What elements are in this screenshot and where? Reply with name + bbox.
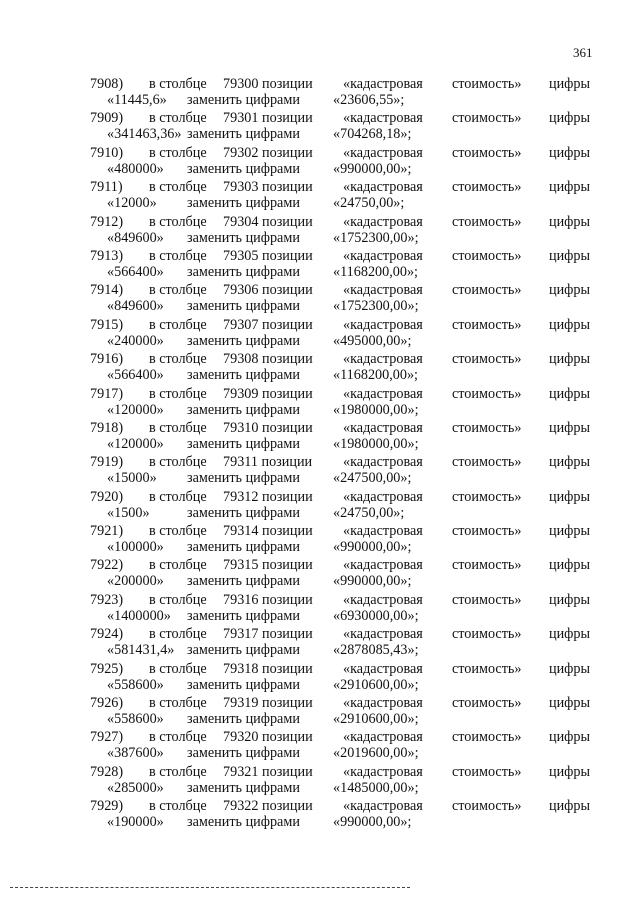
old-value: «387600» [107, 745, 164, 762]
replace-phrase: заменить цифрами [187, 160, 300, 177]
position-ref: 79317 позиции [223, 626, 313, 643]
replace-phrase: заменить цифрами [187, 642, 300, 659]
entry-number: 7915) [90, 316, 124, 333]
replace-phrase: заменить цифрами [187, 779, 300, 796]
digits-word: цифры [549, 523, 591, 540]
field-name-part1: «кадастровая [343, 351, 423, 368]
old-value: «558600» [107, 711, 164, 728]
column-phrase: в столбце [149, 729, 207, 746]
entry-number: 7908) [90, 76, 124, 92]
position-ref: 79309 позиции [223, 385, 313, 402]
old-value: «566400» [107, 263, 164, 280]
field-name-part1: «кадастровая [343, 798, 423, 815]
entry-number: 7924) [90, 626, 124, 643]
new-value: «1168200,00»; [333, 367, 418, 384]
column-phrase: в столбце [149, 626, 207, 643]
column-phrase: в столбце [149, 419, 207, 436]
amendment-entry [0, 386, 640, 420]
digits-word: цифры [549, 488, 591, 505]
new-value: «1168200,00»; [333, 263, 418, 280]
field-name-part2: стоимость» [452, 729, 522, 746]
amendment-entry [0, 110, 640, 144]
position-ref: 79320 позиции [223, 729, 313, 746]
field-name-part1: «кадастровая [343, 144, 423, 161]
old-value: «240000» [107, 332, 164, 349]
old-value: «581431,4» [107, 642, 175, 659]
column-phrase: в столбце [149, 695, 207, 712]
digits-word: цифры [549, 763, 591, 780]
digits-word: цифры [549, 144, 591, 161]
position-ref: 79300 позиции [223, 76, 313, 92]
column-phrase: в столбце [149, 213, 207, 230]
field-name-part1: «кадастровая [343, 729, 423, 746]
new-value: «24750,00»; [333, 195, 405, 212]
field-name-part2: стоимость» [452, 385, 522, 402]
digits-word: цифры [549, 660, 591, 677]
amendment-entry [0, 282, 640, 316]
digits-word: цифры [549, 351, 591, 368]
field-name-part1: «кадастровая [343, 110, 423, 127]
new-value: «2019600,00»; [333, 745, 419, 762]
digits-word: цифры [549, 626, 591, 643]
digits-word: цифры [549, 213, 591, 230]
replace-phrase: заменить цифрами [187, 435, 300, 452]
field-name-part1: «кадастровая [343, 591, 423, 608]
amendment-entry [0, 626, 640, 660]
old-value: «285000» [107, 779, 164, 796]
old-value: «341463,36» [107, 126, 182, 143]
field-name-part2: стоимость» [452, 419, 522, 436]
entry-number: 7919) [90, 454, 124, 471]
replace-phrase: заменить цифрами [187, 573, 300, 590]
replace-phrase: заменить цифрами [187, 539, 300, 556]
digits-word: цифры [549, 247, 591, 264]
amendment-entry [0, 145, 640, 179]
entry-number: 7916) [90, 351, 124, 368]
field-name-part1: «кадастровая [343, 419, 423, 436]
replace-phrase: заменить цифрами [187, 367, 300, 384]
old-value: «566400» [107, 367, 164, 384]
new-value: «2910600,00»; [333, 676, 419, 693]
column-phrase: в столбце [149, 591, 207, 608]
replace-phrase: заменить цифрами [187, 298, 300, 315]
field-name-part2: стоимость» [452, 351, 522, 368]
column-phrase: в столбце [149, 454, 207, 471]
field-name-part2: стоимость» [452, 282, 522, 299]
replace-phrase: заменить цифрами [187, 126, 300, 143]
entry-number: 7926) [90, 695, 124, 712]
column-phrase: в столбце [149, 179, 207, 196]
field-name-part2: стоимость» [452, 454, 522, 471]
old-value: «1500» [107, 504, 150, 521]
amendment-entry [0, 523, 640, 557]
entry-number: 7914) [90, 282, 124, 299]
position-ref: 79321 позиции [223, 763, 313, 780]
position-ref: 79314 позиции [223, 523, 313, 540]
column-phrase: в столбце [149, 76, 207, 92]
digits-word: цифры [549, 419, 591, 436]
new-value: «1485000,00»; [333, 779, 419, 796]
field-name-part2: стоимость» [452, 557, 522, 574]
amendment-entry [0, 420, 640, 454]
column-phrase: в столбце [149, 523, 207, 540]
page-number: 361 [573, 45, 593, 60]
old-value: «120000» [107, 401, 164, 418]
digits-word: цифры [549, 316, 591, 333]
new-value: «24750,00»; [333, 504, 405, 521]
position-ref: 79315 позиции [223, 557, 313, 574]
old-value: «849600» [107, 298, 164, 315]
digits-word: цифры [549, 798, 591, 815]
field-name-part2: стоимость» [452, 247, 522, 264]
replace-phrase: заменить цифрами [187, 504, 300, 521]
field-name-part2: стоимость» [452, 179, 522, 196]
amendment-entry [0, 214, 640, 248]
field-name-part2: стоимость» [452, 660, 522, 677]
position-ref: 79307 позиции [223, 316, 313, 333]
column-phrase: в столбце [149, 144, 207, 161]
position-ref: 79322 позиции [223, 798, 313, 815]
amendment-entry [0, 592, 640, 626]
column-phrase: в столбце [149, 557, 207, 574]
replace-phrase: заменить цифрами [187, 195, 300, 212]
field-name-part1: «кадастровая [343, 488, 423, 505]
field-name-part1: «кадастровая [343, 385, 423, 402]
replace-phrase: заменить цифрами [187, 814, 300, 831]
field-name-part2: стоимость» [452, 110, 522, 127]
entry-number: 7929) [90, 798, 124, 815]
amendment-entry [0, 798, 640, 832]
field-name-part1: «кадастровая [343, 179, 423, 196]
replace-phrase: заменить цифрами [187, 92, 300, 108]
old-value: «200000» [107, 573, 164, 590]
old-value: «15000» [107, 470, 157, 487]
field-name-part1: «кадастровая [343, 454, 423, 471]
field-name-part2: стоимость» [452, 316, 522, 333]
new-value: «990000,00»; [333, 573, 412, 590]
field-name-part2: стоимость» [452, 591, 522, 608]
new-value: «1752300,00»; [333, 298, 419, 315]
position-ref: 79311 позиции [223, 454, 313, 471]
amendment-entry [0, 764, 640, 798]
field-name-part1: «кадастровая [343, 626, 423, 643]
replace-phrase: заменить цифрами [187, 470, 300, 487]
column-phrase: в столбце [149, 282, 207, 299]
position-ref: 79312 позиции [223, 488, 313, 505]
old-value: «11445,6» [107, 92, 167, 108]
amendment-entry [0, 661, 640, 695]
entry-number: 7918) [90, 419, 124, 436]
new-value: «1980000,00»; [333, 435, 419, 452]
amendment-entry [0, 248, 640, 282]
field-name-part1: «кадастровая [343, 523, 423, 540]
replace-phrase: заменить цифрами [187, 401, 300, 418]
new-value: «2910600,00»; [333, 711, 419, 728]
amendment-entry [0, 695, 640, 729]
new-value: «247500,00»; [333, 470, 412, 487]
digits-word: цифры [549, 454, 591, 471]
column-phrase: в столбце [149, 110, 207, 127]
field-name-part2: стоимость» [452, 213, 522, 230]
entry-number: 7923) [90, 591, 124, 608]
field-name-part2: стоимость» [452, 695, 522, 712]
amendment-list [0, 76, 640, 833]
column-phrase: в столбце [149, 660, 207, 677]
replace-phrase: заменить цифрами [187, 607, 300, 624]
field-name-part1: «кадастровая [343, 76, 423, 92]
replace-phrase: заменить цифрами [187, 711, 300, 728]
position-ref: 79318 позиции [223, 660, 313, 677]
field-name-part1: «кадастровая [343, 695, 423, 712]
digits-word: цифры [549, 110, 591, 127]
position-ref: 79310 позиции [223, 419, 313, 436]
position-ref: 79302 позиции [223, 144, 313, 161]
column-phrase: в столбце [149, 247, 207, 264]
old-value: «480000» [107, 160, 164, 177]
old-value: «190000» [107, 814, 164, 831]
field-name-part2: стоимость» [452, 76, 522, 92]
digits-word: цифры [549, 591, 591, 608]
new-value: «990000,00»; [333, 539, 412, 556]
new-value: «495000,00»; [333, 332, 412, 349]
footer-divider [10, 887, 410, 888]
new-value: «23606,55»; [333, 92, 405, 108]
position-ref: 79303 позиции [223, 179, 313, 196]
field-name-part2: стоимость» [452, 626, 522, 643]
new-value: «990000,00»; [333, 814, 412, 831]
replace-phrase: заменить цифрами [187, 676, 300, 693]
column-phrase: в столбце [149, 351, 207, 368]
entry-number: 7920) [90, 488, 124, 505]
new-value: «6930000,00»; [333, 607, 419, 624]
amendment-entry [0, 317, 640, 351]
amendment-entry [0, 557, 640, 591]
entry-number: 7927) [90, 729, 124, 746]
field-name-part1: «кадастровая [343, 213, 423, 230]
new-value: «1752300,00»; [333, 229, 419, 246]
digits-word: цифры [549, 557, 591, 574]
new-value: «704268,18»; [333, 126, 412, 143]
field-name-part2: стоимость» [452, 488, 522, 505]
old-value: «849600» [107, 229, 164, 246]
digits-word: цифры [549, 385, 591, 402]
position-ref: 79308 позиции [223, 351, 313, 368]
amendment-entry [0, 454, 640, 488]
entry-number: 7913) [90, 247, 124, 264]
field-name-part2: стоимость» [452, 523, 522, 540]
position-ref: 79305 позиции [223, 247, 313, 264]
replace-phrase: заменить цифрами [187, 745, 300, 762]
entry-number: 7909) [90, 110, 124, 127]
amendment-entry [0, 179, 640, 213]
digits-word: цифры [549, 282, 591, 299]
digits-word: цифры [549, 729, 591, 746]
position-ref: 79316 позиции [223, 591, 313, 608]
entry-number: 7910) [90, 144, 124, 161]
replace-phrase: заменить цифрами [187, 263, 300, 280]
field-name-part2: стоимость» [452, 798, 522, 815]
new-value: «990000,00»; [333, 160, 412, 177]
old-value: «1400000» [107, 607, 171, 624]
field-name-part1: «кадастровая [343, 660, 423, 677]
amendment-entry [0, 729, 640, 763]
new-value: «1980000,00»; [333, 401, 419, 418]
field-name-part1: «кадастровая [343, 557, 423, 574]
field-name-part1: «кадастровая [343, 282, 423, 299]
replace-phrase: заменить цифрами [187, 229, 300, 246]
position-ref: 79306 позиции [223, 282, 313, 299]
amendment-entry [0, 76, 640, 110]
position-ref: 79304 позиции [223, 213, 313, 230]
amendment-entry [0, 489, 640, 523]
new-value: «2878085,43»; [333, 642, 419, 659]
old-value: «558600» [107, 676, 164, 693]
position-ref: 79319 позиции [223, 695, 313, 712]
old-value: «120000» [107, 435, 164, 452]
entry-number: 7917) [90, 385, 124, 402]
old-value: «12000» [107, 195, 157, 212]
column-phrase: в столбце [149, 763, 207, 780]
column-phrase: в столбце [149, 488, 207, 505]
field-name-part1: «кадастровая [343, 316, 423, 333]
amendment-entry [0, 351, 640, 385]
entry-number: 7912) [90, 213, 124, 230]
column-phrase: в столбце [149, 798, 207, 815]
entry-number: 7921) [90, 523, 124, 540]
entry-number: 7925) [90, 660, 124, 677]
position-ref: 79301 позиции [223, 110, 313, 127]
column-phrase: в столбце [149, 316, 207, 333]
field-name-part2: стоимость» [452, 144, 522, 161]
entry-number: 7911) [90, 179, 123, 196]
entry-number: 7928) [90, 763, 124, 780]
column-phrase: в столбце [149, 385, 207, 402]
digits-word: цифры [549, 76, 591, 92]
field-name-part1: «кадастровая [343, 247, 423, 264]
digits-word: цифры [549, 179, 591, 196]
field-name-part1: «кадастровая [343, 763, 423, 780]
digits-word: цифры [549, 695, 591, 712]
field-name-part2: стоимость» [452, 763, 522, 780]
old-value: «100000» [107, 539, 164, 556]
entry-number: 7922) [90, 557, 124, 574]
replace-phrase: заменить цифрами [187, 332, 300, 349]
